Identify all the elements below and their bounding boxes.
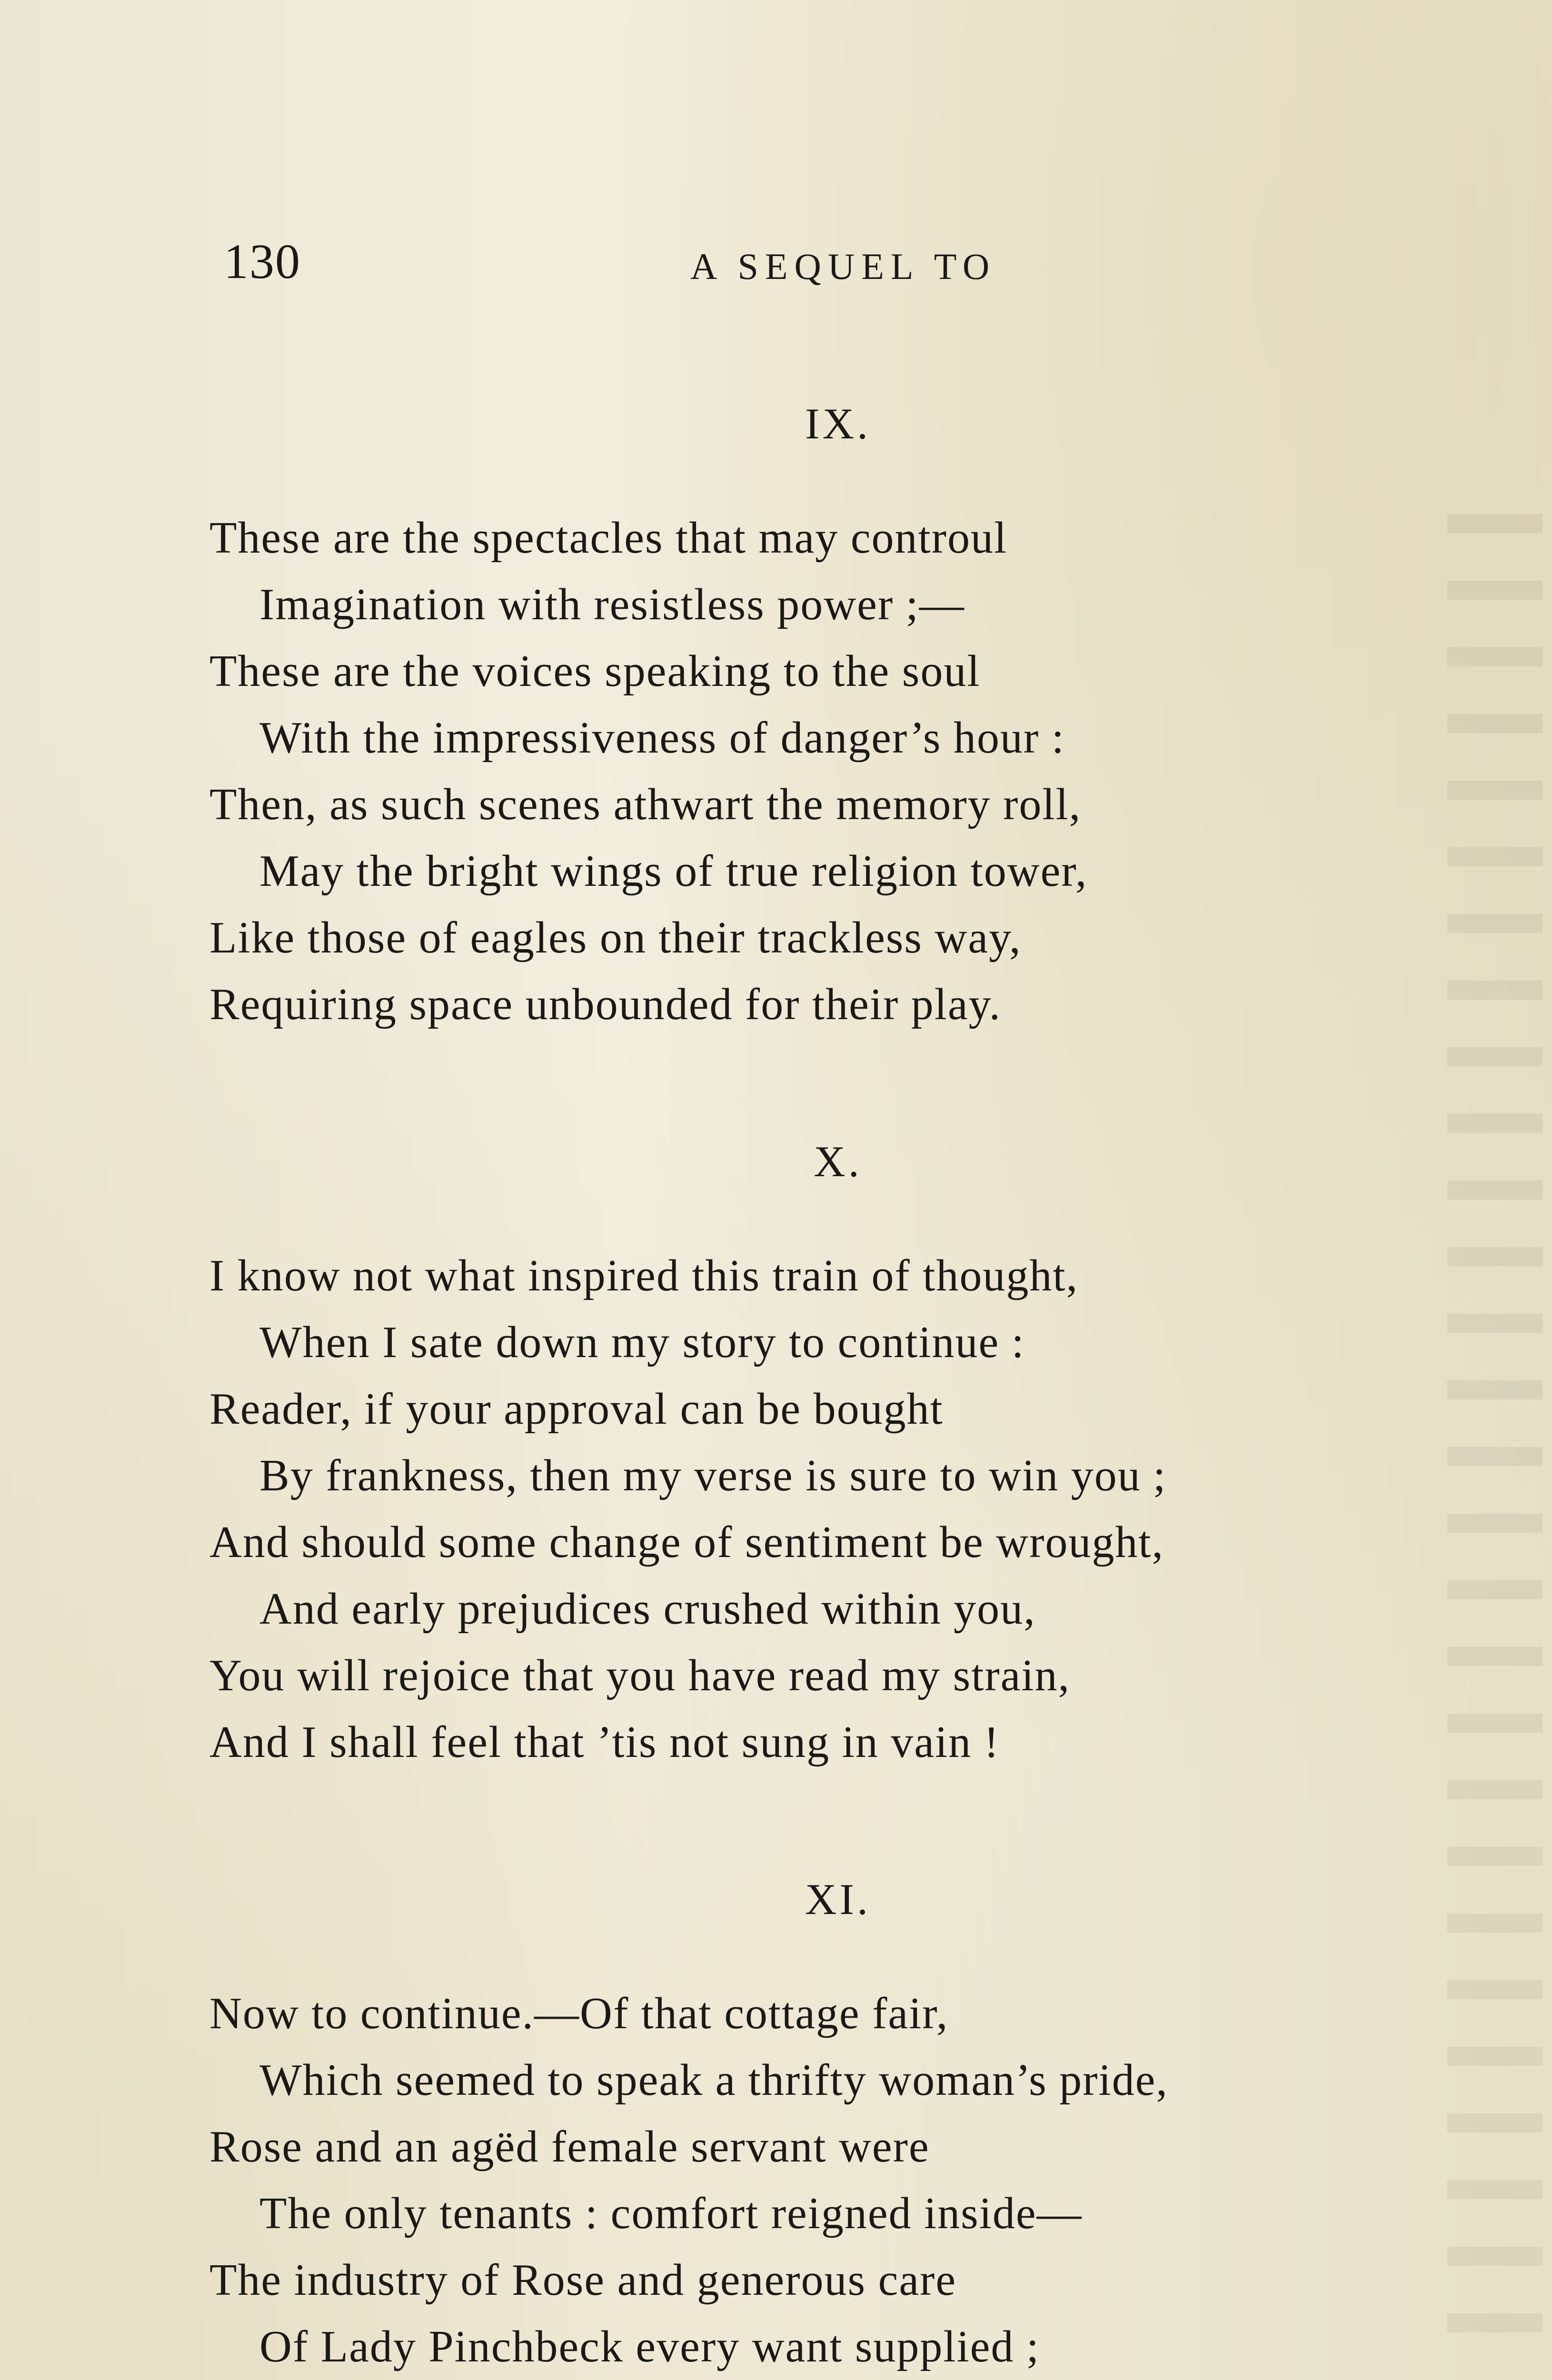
stanza-number: XI.	[805, 1875, 871, 1924]
verse-line: And I shall feel that ’tis not sung in vain !	[209, 1717, 1000, 1767]
verse-line: The industry of Rose and generous care	[209, 2255, 957, 2305]
verse-line: With the impressiveness of danger’s hour :	[259, 713, 1065, 763]
verse-line: Reader, if your approval can be bought	[209, 1384, 944, 1434]
verse-line: When I sate down my story to continue :	[259, 1318, 1025, 1367]
page-number: 130	[224, 234, 301, 289]
verse-line: The only tenants : comfort reigned inside—	[259, 2189, 1083, 2238]
bleed-through-shadow	[1447, 514, 1542, 2380]
verse-line: Rose and an agëd female servant were	[209, 2122, 930, 2172]
verse-line: These are the spectacles that may controul	[209, 513, 1008, 563]
verse-line: Now to continue.—Of that cottage fair,	[209, 1989, 949, 2038]
verse-line: And early prejudices crushed within you,	[259, 1584, 1036, 1634]
page-header	[224, 224, 1376, 300]
running-head: A SEQUEL TO	[690, 246, 996, 287]
verse-line: Requiring space unbounded for their play.	[209, 980, 1002, 1029]
verse-line: I know not what inspired this train of thought,	[209, 1251, 1078, 1300]
verse-line: And should some change of sentiment be wrought,	[209, 1517, 1164, 1567]
verse-line: May the bright wings of true religion tower,	[259, 846, 1088, 896]
verse-line: Of Lady Pinchbeck every want supplied ;	[259, 2322, 1040, 2371]
verse-line: Imagination with resistless power ;—	[259, 580, 965, 629]
verse-line: Like those of eagles on their trackless way,	[209, 913, 1022, 962]
verse-line: You will rejoice that you have read my strain,	[209, 1651, 1071, 1700]
verse-line: Then, as such scenes athwart the memory roll,	[209, 780, 1082, 829]
verse-line: By frankness, then my verse is sure to win you ;	[259, 1451, 1167, 1500]
verse-line: These are the voices speaking to the soul	[209, 646, 981, 696]
stanza-number: X.	[814, 1137, 862, 1186]
stanza-number: IX.	[805, 399, 871, 448]
verse-line: Which seemed to speak a thrifty woman’s pride,	[259, 2055, 1168, 2105]
